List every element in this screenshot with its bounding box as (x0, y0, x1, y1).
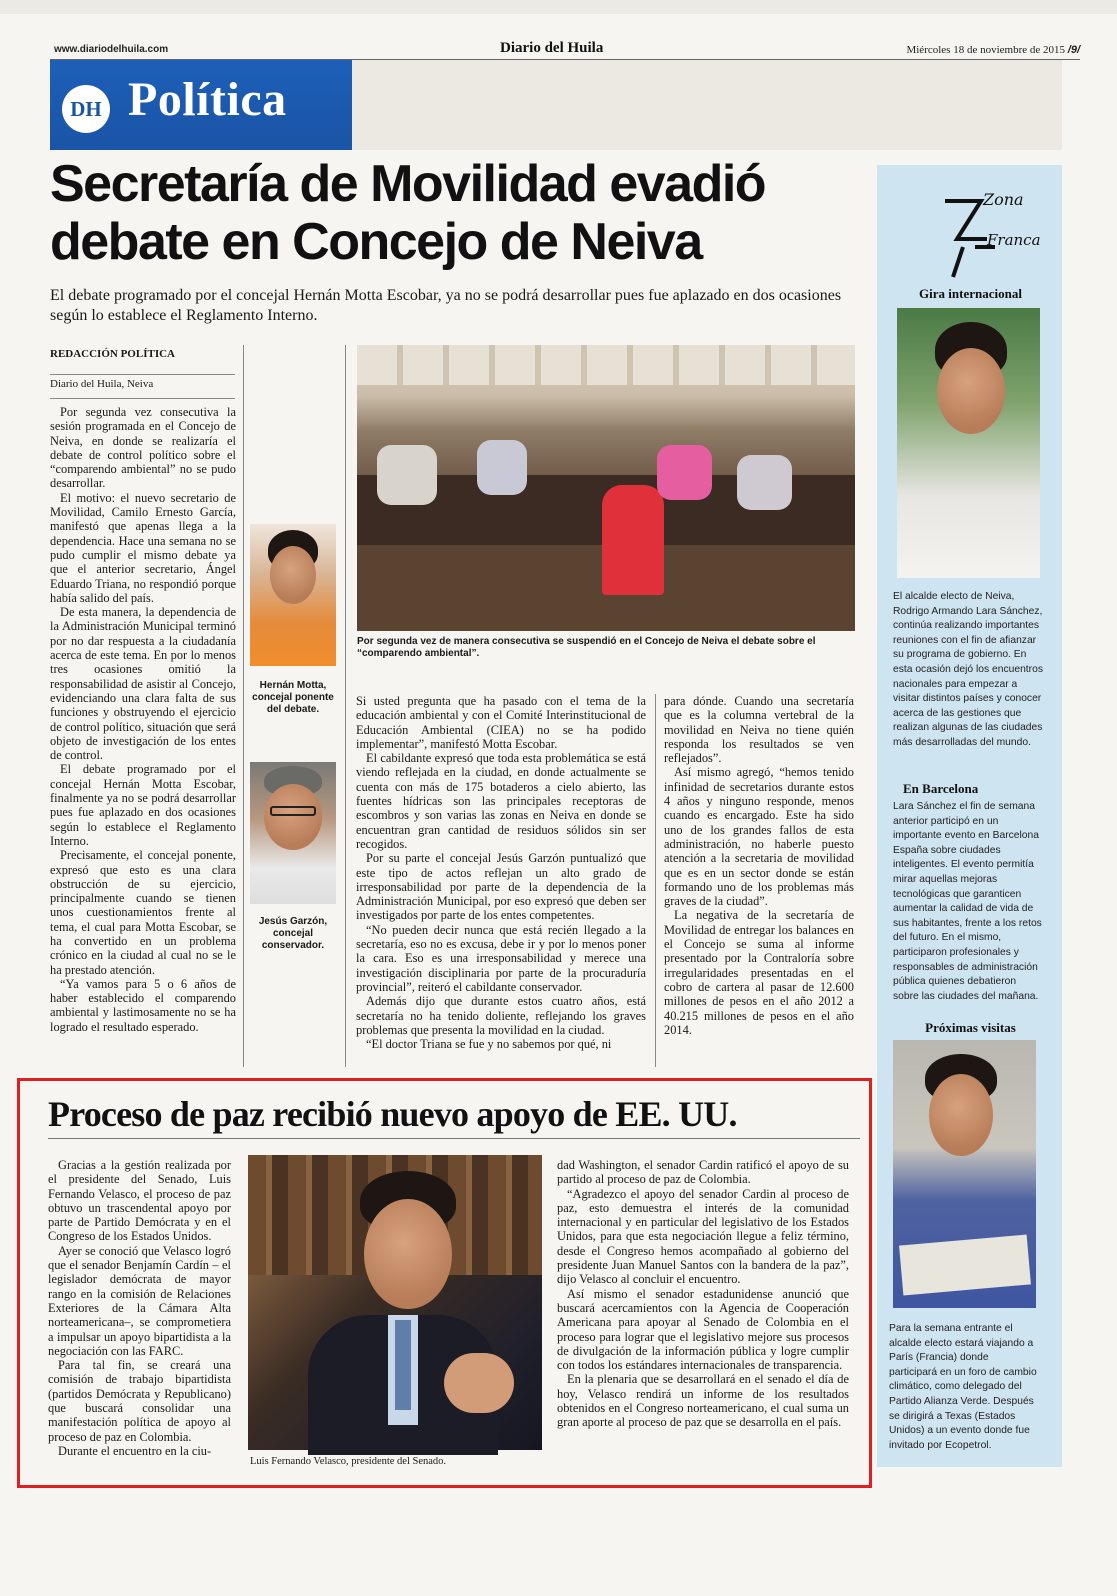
paragraph: Ayer se conoció que Velasco logró que el senador Benjamín Cardín – el legislador demócrata de mayor rango en la comisión de Relaciones Exteriores de la Cámara Alta norteamericana–, se comprometiera a impulsar un apoyo bipartidista a la negociación con las FARC. (48, 1243, 231, 1358)
page-number: /9/ (1067, 44, 1080, 56)
section-banner (50, 60, 352, 150)
photo-jesus-garzon (250, 762, 336, 904)
photo-hernan-motta (250, 524, 336, 666)
boxed-photo-caption: Luis Fernando Velasco, presidente del Senado. (250, 1456, 447, 1467)
site-url: www.diariodelhuila.com (54, 44, 169, 55)
zona-franca-logo (935, 183, 1041, 279)
issue-date: Miércoles 18 de noviembre de 2015 (906, 44, 1066, 56)
sidebar-heading-barcelona: En Barcelona (903, 781, 979, 796)
paragraph: Por segunda vez consecutiva la sesión programada en el Concejo de Neiva, en donde se realizaría el debate de control político sobre el “comparendo ambiental” no se pudo desarrollar. (50, 405, 236, 491)
paragraph: El debate programado por el concejal Hernán Motta Escobar, finalmente ya no se podrá desarrollar pues fue aplazado en dos ocasiones según lo establece el Reglamento Interno. (50, 762, 236, 848)
paragraph: Durante el encuentro en la ciu- (58, 1443, 212, 1458)
paragraph: Precisamente, el concejal ponente, expresó que esto es una clara obstrucción de su ejercicio, principalmente cuando se tienen unos cuestionamientos frente al tema, el cual para Motta Escobar, se ha convertido en un problema crónico en la ciudad al cual no se le ha prestado atención. (50, 848, 236, 977)
paragraph: “Ya vamos para 5 o 6 años de haber establecido el comparendo ambiental y lastimosamente no se ha logrado el resultado esperado. (50, 976, 236, 1034)
article-column-3 (664, 694, 854, 1037)
boxed-headline: Proceso de paz recibió nuevo apoyo de EE. UU. (48, 1094, 737, 1134)
paragraph: El motivo: el nuevo secretario de Movilidad, Camilo Ernesto García, manifestó que apenas llega a la dependencia. Hace una semana no se pudo cumplir el mismo debate ya que el anterior secretario, Ángel Eduardo Triana, no respondió porque había salido del país. (50, 490, 236, 605)
paragraph: dad Washington, el senador Cardin ratificó el apoyo de su partido al proceso de paz de Colombia. (557, 1158, 849, 1187)
article-column-1 (50, 405, 236, 1034)
boxed-column-1 (48, 1158, 231, 1458)
photo-luis-fernando-velasco (248, 1155, 542, 1450)
photo-lara-visit (893, 1040, 1036, 1308)
main-photo-caption: Por segunda vez de manera consecutiva se suspendió en el Concejo de Neiva el debate sobre el “comparendo ambiental”. (357, 636, 816, 659)
paragraph: Así mismo el senador estadunidense anunció que buscará acercamientos con la Agencia de Cooperación Americana para apoyar al Senado de Colombia en el proceso para lograr que el legislativo mejore sus procesos de divulgación de la información pública y logre cumplir con todos los estándares internacionales de transparencia. (557, 1286, 849, 1373)
headline-line-2: debate en Concejo de Neiva (50, 213, 702, 271)
scan-top-margin (0, 0, 1117, 14)
photo-rodrigo-lara (897, 308, 1040, 578)
sidebar-heading-proximas: Próximas visitas (925, 1020, 1016, 1035)
paragraph: Por su parte el concejal Jesús Garzón puntualizó que este tipo de actos reflejan un alto grado de irresponsabilidad por parte de la dependencia de la Administración Municipal, por eso expresó que deben ser investigados por parte de los entes competentes. (356, 851, 646, 923)
paragraph: La negativa de la secretaría de Movilidad de entregar los balances en el Concejo se suma al informe presentado por la Contraloría sobre irregularidades presentadas en el cobro de cartera al pasar de 12.600 millones de pesos en el año 2012 a 40.215 millones de pesos en el año 2014. (664, 908, 854, 1037)
paragraph: “El doctor Triana se fue y no sabemos por qué, ni (366, 1037, 612, 1052)
sidebar-text-gira: El alcalde electo de Neiva, Rodrigo Armando Lara Sánchez, continúa realizando importantes reuniones con el fin de afianzar su programa de gobierno. En esta ocasión dejó los encuentros nacionales para empezar a visitar distintos países y conocer acerca de las gestiones que realizan algunas de las ciudades más desarrolladas del mundo. (893, 591, 1043, 748)
headline-line-1: Secretaría de Movilidad evadió (50, 155, 766, 213)
paragraph: Así mismo agregó, “hemos tenido infinidad de secretarios durante estos 4 años y ninguno responde, menos cuando es encargado. Este ha sido uno de los grandes fallos de esta administración, no haberle puesto atención a la secretaria de movilidad que es en un sector donde se están formando uno de los problemas más graves de la ciudad”. (664, 765, 854, 909)
sidebar-text-proximas: Para la semana entrante el alcalde electo estará viajando a París (Francia) donde participará en un foro de cambio climático, como delegado del Partido Alianza Verde. Después se dirigirá a Texas (Estados Unidos) a un evento donde fue invitado por Ecopetrol. (889, 1323, 1037, 1451)
date-and-page (906, 44, 1080, 56)
zona-franca-logo-graphic (935, 183, 1041, 279)
column-divider (655, 694, 656, 1067)
dateline: Diario del Huila, Neiva (50, 378, 235, 399)
paragraph: De esta manera, la dependencia de la Administración Municipal terminó por no dar respuesta a la ciudadanía acerca de este tema. En por lo menos tres ocasiones omitió la responsabilidad de asistir al Concejo, evidenciando una clara falta de sus funciones y obstruyendo el ejercicio de control político, situación que será objeto de investigación de los entes de control. (50, 605, 236, 763)
column-divider (345, 345, 346, 1067)
paragraph: para dónde. Cuando una secretaría que es la columna vertebral de la movilidad en Neiva no tiene quién responda los resultados se ven reflejados”. (664, 694, 854, 766)
article-column-2 (356, 694, 646, 1051)
column-divider (243, 345, 244, 1067)
sidebar-text-barcelona: Lara Sánchez el fin de semana anterior participó en un importante evento en Barcelona España sobre ciudades inteligentes. El evento permitía mirar aquellas mejoras tecnológicas que garanticen aumentar la calidad de vida de sus habitantes, frente a los retos del futuro. En el mismo, participaron profesionales y responsables de administración pública quienes debatieron sobre las ciudades del mañana. (893, 801, 1042, 1002)
logo-word-franca: Franca (987, 231, 1041, 249)
logo-word-zona: Zona (983, 190, 1024, 209)
article-subtitle: El debate programado por el concejal Hernán Motta Escobar, ya no se podrá desarrollar pues fue aplazado en dos ocasiones según lo establece el Reglamento Interno. (50, 287, 842, 324)
paragraph: Si usted pregunta que ha pasado con el tema de la educación ambiental y con el Comité Interinstitucional de Educación Ambiental (CIEA) no se ha podido implementar”, manifestó Motta Escobar. (356, 694, 646, 751)
paragraph: Gracias a la gestión realizada por el presidente del Senado, Luis Fernando Velasco, el proceso de paz obtuvo un trascendental apoyo por parte de Partido Demócrata y en el Congreso de los Estados Unidos. (48, 1158, 231, 1244)
dh-logo: DH (62, 85, 110, 133)
paragraph: Para tal fin, se creará una comisión de trabajo bipartidista (partidos Demócrata y Republicano) que buscará consolidar una manifestación política de apoyo al proceso de paz en Colombia. (48, 1358, 231, 1444)
section-title: Política (128, 73, 287, 126)
paper-name: Diario del Huila (500, 40, 604, 56)
paragraph: El cabildante expresó que toda esta problemática se está viendo reflejada en la ciudad, en donde actualmente se cuenta con más de 175 botaderos a cielo abierto, las fuentes hídricas son las principales receptoras de escombros y son varias las zonas en Neiva en donde se encuentran gran cantidad de residuos sólidos sin ser recogidos. (356, 751, 646, 851)
byline: REDACCIÓN POLÍTICA (50, 348, 235, 375)
boxed-column-2 (557, 1158, 849, 1430)
paragraph: En la plenaria que se desarrollará en el senado el día de hoy, Velasco rendirá un informe de los resultados obtenidos en el Congreso norteamericano, el cual suma un gran aporte al proceso de paz que se desarrolla en el país. (557, 1372, 849, 1430)
sidebar-heading-gira: Gira internacional (919, 286, 1022, 301)
paragraph: “Agradezco el apoyo del senador Cardin al proceso de paz, esto demuestra el interés de la comunidad internacional y en particular del legislativo de los Estados Unidos, para que esta negociación llegue a feliz término, desde el Congreso hemos acompañado al gobierno del presidente Juan Manuel Santos con la bandera de la paz”, dijo Velasco al concluir el encuentro. (557, 1186, 849, 1287)
main-headline (50, 155, 870, 271)
banner-background (352, 60, 1062, 150)
boxed-headline-rule (48, 1138, 860, 1139)
caption-jesus-garzon: Jesús Garzón, concejal conservador. (258, 916, 328, 951)
masthead (50, 40, 1080, 60)
paragraph: “No pueden decir nunca que está recién llegado a la secretaría, eso no es excusa, debe ir y por lo menos poner la cara. Eso es una irresponsabilidad y merece una investigación disciplinaria por parte de la procuraduría provincial”, reiteró el cabildante conservador. (356, 922, 646, 994)
caption-hernan-motta: Hernán Motta, concejal ponente del debate. (252, 680, 334, 715)
photo-concejo-session (357, 345, 855, 631)
paragraph: Además dijo que durante estos cuatro años, está secretaría no ha tenido doliente, reflejando los graves problemas que presenta la movilidad en la ciudad. (356, 994, 646, 1037)
